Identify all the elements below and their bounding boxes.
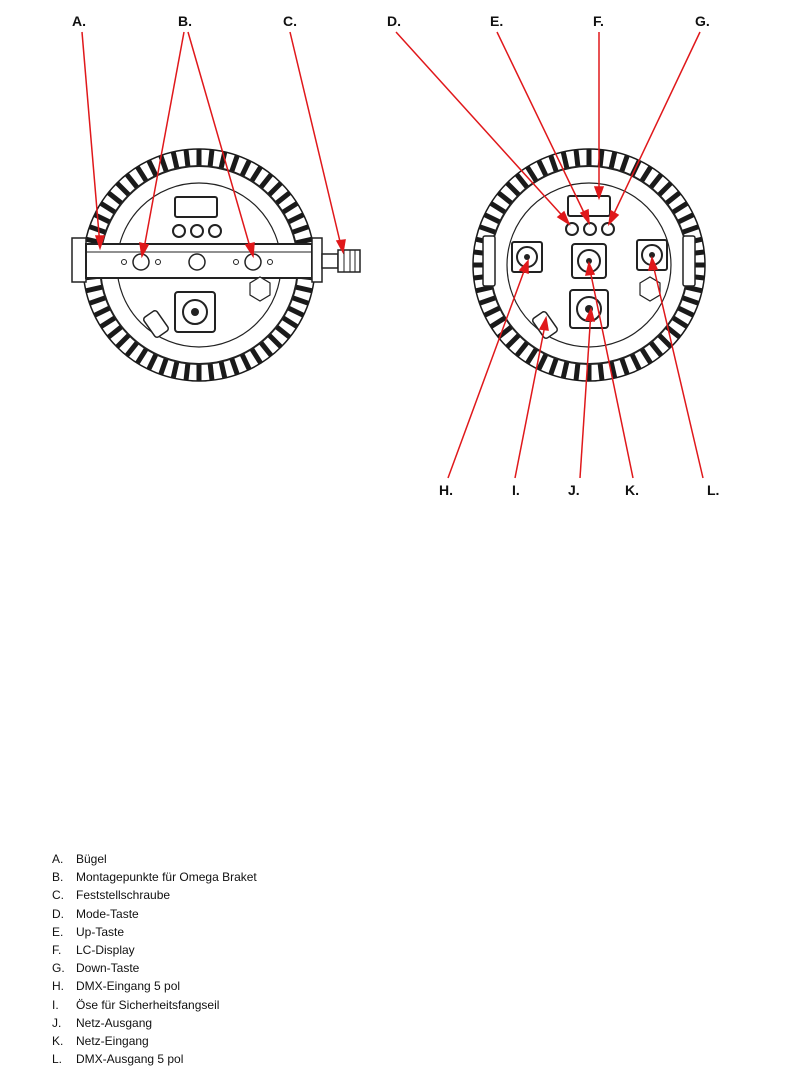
- parts-legend: [52, 850, 257, 1068]
- legend-key: C.: [52, 888, 64, 903]
- omega-mount-point-1: [133, 254, 149, 270]
- side-handle-left: [483, 236, 495, 286]
- leader-a: [82, 32, 100, 246]
- legend-item: [52, 959, 257, 977]
- side-handle-right: [683, 236, 695, 286]
- callout-f: F.: [593, 13, 604, 29]
- legend-item: [52, 1032, 257, 1050]
- legend-key: E.: [52, 924, 64, 939]
- legend-key: A.: [52, 852, 64, 866]
- legend-item: [52, 868, 257, 886]
- legend-item: [52, 1050, 257, 1068]
- fixture-diagram: [0, 0, 795, 520]
- legend-key: L.: [52, 1052, 63, 1067]
- legend-item: [52, 905, 257, 923]
- callout-j: J.: [568, 482, 580, 498]
- callout-a: A.: [72, 13, 86, 29]
- fixture-back-view-left: [72, 149, 360, 381]
- legend-key: G.: [52, 961, 65, 976]
- legend-key: I.: [52, 997, 59, 1012]
- legend-text: Netz-Ausgang: [76, 1015, 153, 1030]
- down-button: [602, 223, 614, 235]
- legend-item: [52, 1014, 257, 1032]
- callout-l: L.: [707, 482, 720, 498]
- legend-text: Mode-Taste: [76, 906, 139, 921]
- callout-b: B.: [178, 13, 192, 29]
- power-socket-left-pin: [191, 308, 199, 316]
- legend-text: LC-Display: [76, 943, 135, 958]
- up-button: [584, 223, 596, 235]
- callout-h: H.: [439, 482, 453, 498]
- legend-item: [52, 996, 257, 1014]
- legend-key: H.: [52, 979, 64, 994]
- bracket-center-hole: [189, 254, 205, 270]
- bracket-end-right: [312, 238, 322, 282]
- callout-g: G.: [695, 13, 710, 29]
- lc-display: [568, 196, 610, 216]
- legend-text: Down-Taste: [76, 961, 140, 976]
- legend-item: [52, 850, 257, 868]
- locking-screw-knob: [338, 250, 360, 272]
- legend-item: [52, 977, 257, 995]
- mode-button: [566, 223, 578, 235]
- callout-i: I.: [512, 482, 520, 498]
- display-window-left: [175, 197, 217, 217]
- button-left-1: [173, 225, 185, 237]
- screw-hole: [234, 260, 239, 265]
- button-left-3: [209, 225, 221, 237]
- callout-d: D.: [387, 13, 401, 29]
- callout-c: C.: [283, 13, 297, 29]
- screw-hole: [268, 260, 273, 265]
- dmx-in-pin: [524, 254, 530, 260]
- button-left-2: [191, 225, 203, 237]
- legend-item: [52, 886, 257, 904]
- legend-text: Netz-Eingang: [76, 1034, 149, 1049]
- legend-text: Bügel: [76, 852, 107, 866]
- legend-text: Montagepunkte für Omega Braket: [76, 870, 257, 885]
- legend-key: J.: [52, 1015, 62, 1030]
- legend-key: F.: [52, 943, 62, 958]
- legend-text: Up-Taste: [76, 924, 125, 939]
- legend-text: DMX-Ausgang 5 pol: [76, 1052, 184, 1067]
- screw-hole: [156, 260, 161, 265]
- legend-key: D.: [52, 906, 64, 921]
- legend-key: K.: [52, 1034, 64, 1049]
- legend-key: B.: [52, 870, 64, 885]
- legend-item: [52, 923, 257, 941]
- legend-item: [52, 941, 257, 959]
- leader-h: [448, 263, 527, 478]
- legend-text: DMX-Eingang 5 pol: [76, 979, 181, 994]
- legend-text: Feststellschraube: [76, 888, 171, 903]
- locking-screw-shaft: [322, 254, 338, 268]
- callout-e: E.: [490, 13, 504, 29]
- bracket-end-left: [72, 238, 86, 282]
- screw-hole: [122, 260, 127, 265]
- callout-k: K.: [625, 482, 639, 498]
- side-hex: [250, 277, 270, 301]
- legend-text: Öse für Sicherheitsfangseil: [76, 997, 220, 1012]
